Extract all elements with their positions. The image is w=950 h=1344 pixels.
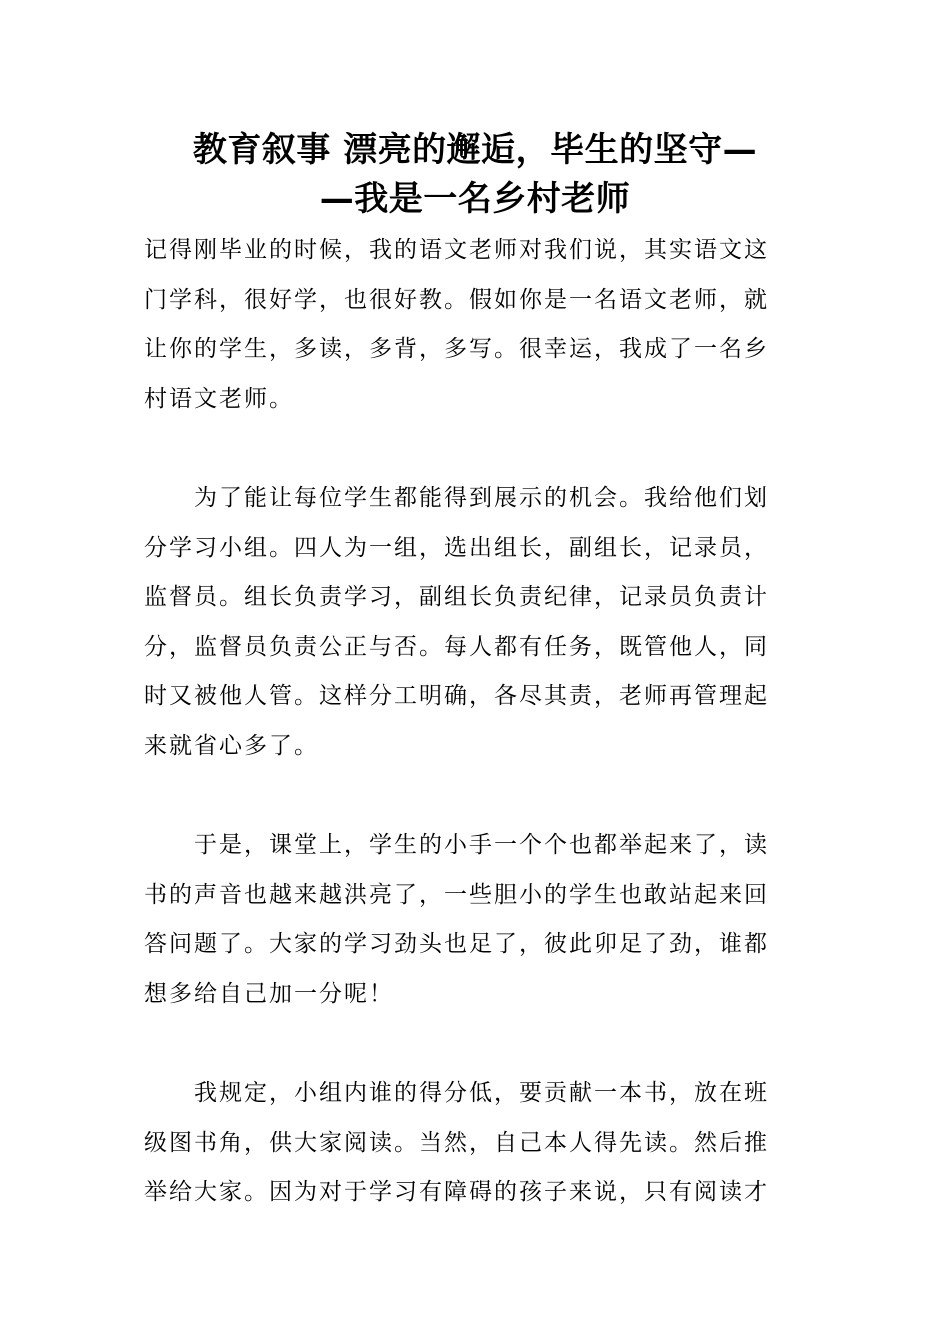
text-line: 想多给自己加一分呢！ [144,980,394,1007]
paragraph-2 [144,474,808,771]
paragraph-4 [144,1069,808,1218]
text-line: 答问题了。大家的学习劲头也足了，彼此卯足了劲，谁都 [144,931,769,957]
paragraph-3 [144,821,808,1019]
text-line: 分学习小组。四人为一组，选出组长，副组长，记录员， [144,534,769,561]
paragraph-1 [144,226,808,424]
text-line: 门学科，很好学，也很好教。假如你是一名语文老师，就 [144,286,769,313]
title-line: —我是一名乡村老师 [319,179,631,219]
text-line: 让你的学生，多读，多背，多写。很幸运，我成了一名乡 [144,336,769,362]
text-line: 我规定，小组内谁的得分低，要贡献一本书，放在班 [144,1080,769,1106]
text-line: 书的声音也越来越洪亮了，一些胆小的学生也敢站起来回 [144,881,769,908]
text-line: 级图书角，供大家阅读。当然，自己本人得先读。然后推 [144,1129,769,1156]
text-line: 分，监督员负责公正与否。每人都有任务，既管他人，同 [144,633,769,660]
text-line: 举给大家。因为对于学习有障碍的孩子来说，只有阅读才 [144,1179,769,1205]
text-line: 为了能让每位学生都能得到展示的机会。我给他们划 [144,485,769,511]
title-line: 教育叙事 漂亮的邂逅，毕生的坚守— [192,130,758,170]
document-title [150,126,800,224]
text-line: 记得刚毕业的时候，我的语文老师对我们说，其实语文这 [144,237,769,263]
text-line: 来就省心多了。 [144,732,319,759]
text-line: 于是，课堂上，学生的小手一个个也都举起来了，读 [144,832,769,858]
text-line: 时又被他人管。这样分工明确，各尽其责，老师再管理起 [144,683,769,709]
text-line: 监督员。组长负责学习，副组长负责纪律，记录员负责计 [144,584,769,610]
text-line: 村语文老师。 [144,385,294,412]
